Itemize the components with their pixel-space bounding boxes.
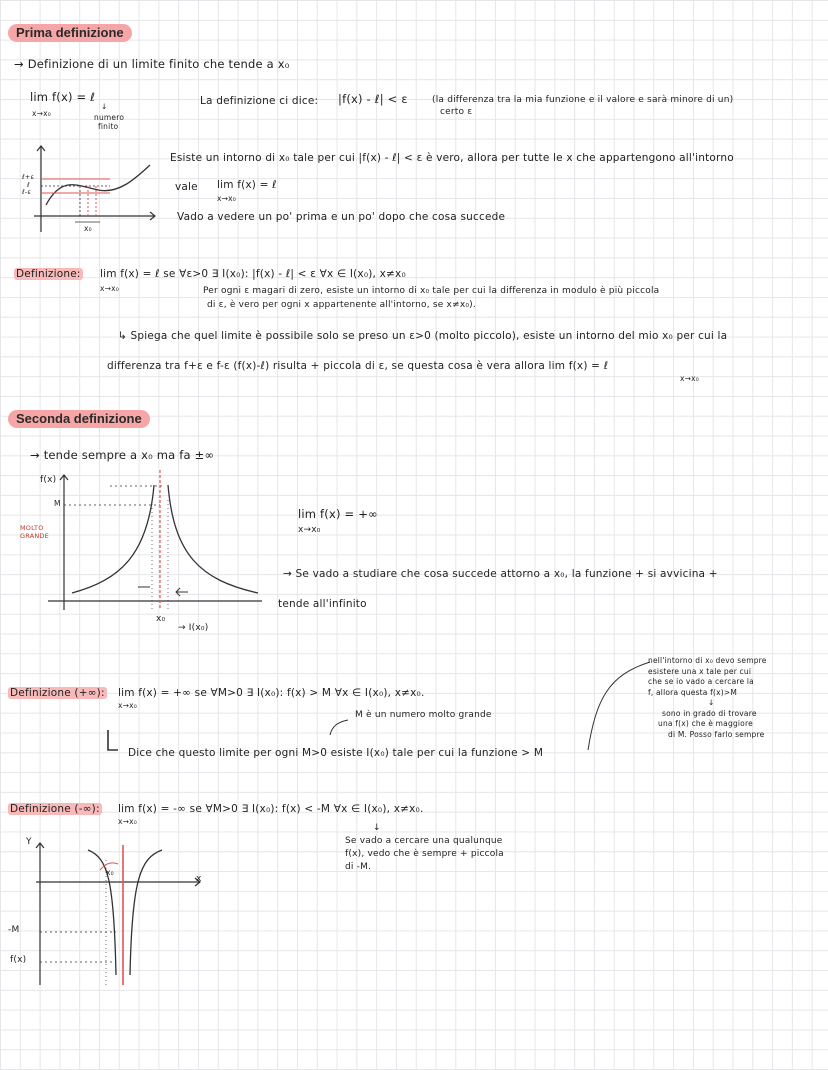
- definizione-label: Definizione:: [16, 268, 81, 280]
- side-note-line: di M. Posso farlo sempre: [668, 729, 765, 739]
- label-l-plus: ℓ+ε: [22, 173, 35, 181]
- spiega-sub: x→x₀: [680, 374, 699, 383]
- note-line2: tende all'infinito: [278, 598, 367, 610]
- definizione-sub: x→x₀: [100, 284, 119, 293]
- side-note-line: che se io vado a cercare la: [648, 677, 754, 686]
- def-minus-expr: lim f(x) = -∞ se ∀M>0 ∃ I(x₀): f(x) < -M ∀x ∈ I(x₀), x≠x₀.: [118, 803, 424, 815]
- graph3-fx: f(x): [10, 955, 27, 965]
- definizione-expr: lim f(x) = ℓ se ∀ε>0 ∃ I(x₀): |f(x) - ℓ| < ε ∀x ∈ I(x₀), x≠x₀: [100, 268, 406, 280]
- def-says-note: (la differenza tra la mia funzione e il valore e sarà minore di un): [432, 95, 734, 105]
- def-plus-label: Definizione (+∞):: [10, 687, 105, 699]
- spiega-line2: differenza tra f+ε e f-ε (f(x)-ℓ) risulta + piccola di ε, se questa cosa è vera allora lim f(x) = ℓ: [107, 360, 609, 372]
- exists-line: Esiste un intorno di x₀ tale per cui |f(x) - ℓ| < ε è vero, allora per tutte le x che appartengono all'intorno: [170, 152, 734, 164]
- m-note: M è un numero molto grande: [355, 710, 492, 720]
- vale-sub: x→x₀: [217, 194, 236, 203]
- limit-subscript: x→x₀: [32, 109, 51, 118]
- side-note-line: f, allora questa f(x)>M: [648, 687, 738, 697]
- def-minus-label: Definizione (-∞):: [10, 803, 100, 815]
- label-l: ℓ: [27, 181, 30, 189]
- minus-note-line: Se vado a cercare una qualunque: [345, 836, 503, 846]
- def-minus-sub: x→x₀: [118, 817, 137, 826]
- note-line1: → Se vado a studiare che cosa succede attorno a x₀, la funzione + si avvicina +: [283, 568, 718, 580]
- side-note-line: una f(x) che è maggiore: [658, 719, 753, 728]
- paren-line2: di ε, è vero per ogni x appartenente all'intorno, se x≠x₀).: [207, 300, 476, 310]
- def-plus-sub: x→x₀: [118, 701, 137, 710]
- def-plus-expr: lim f(x) = +∞ se ∀M>0 ∃ I(x₀): f(x) > M ∀x ∈ I(x₀), x≠x₀.: [118, 687, 425, 699]
- vado-line: Vado a vedere un po' prima e un po' dopo che cosa succede: [177, 211, 506, 223]
- lim-plus-inf: lim f(x) = +∞: [298, 507, 378, 521]
- label-x0: x₀: [84, 224, 92, 233]
- vale-expr: lim f(x) = ℓ: [217, 179, 277, 191]
- graph2-ix0: → I(x₀): [178, 623, 209, 633]
- side-note-line: esistere una x tale per cui: [648, 666, 752, 676]
- section-title-prima: Prima definizione: [8, 24, 132, 42]
- graph2-x0: x₀: [156, 614, 166, 624]
- lim-plus-inf-sub: x→x₀: [298, 525, 321, 535]
- vale-label: vale: [175, 181, 198, 193]
- graph3-y: Y: [26, 837, 32, 847]
- def-says-expr: |f(x) - ℓ| < ε: [338, 92, 408, 106]
- def-says-label: La definizione ci dice:: [200, 95, 319, 107]
- graph2-M: M: [54, 499, 61, 508]
- intro-line: → Definizione di un limite finito che tende a x₀: [14, 57, 290, 71]
- limit-expression: lim f(x) = ℓ: [30, 90, 96, 104]
- side-note-line: sono in grado di trovare: [662, 708, 757, 718]
- label-numero: numero: [94, 113, 125, 122]
- side-note-line: ↓: [708, 698, 715, 707]
- minus-note-line: ↓: [373, 823, 381, 833]
- right-branch-3: [130, 850, 162, 975]
- graph2-fx: f(x): [40, 475, 57, 485]
- paren-line1: Per ogni ε magari di zero, esiste un intorno di x₀ tale per cui la differenza in modulo è più piccola: [203, 286, 660, 296]
- minus-note-line: di -M.: [345, 862, 372, 872]
- molto-grande-label: MOLTO GRANDE: [20, 524, 49, 540]
- label-finito: finito: [98, 122, 119, 131]
- spiega-line1: ↳ Spiega che quel limite è possibile solo se preso un ε>0 (molto piccolo), esiste un intorno del mio x₀ per cui la: [118, 330, 728, 342]
- graph3-minus-m: -M: [8, 925, 20, 935]
- minus-note-line: f(x), vedo che è sempre + piccola: [345, 849, 504, 859]
- label-l-minus: ℓ-ε: [22, 188, 32, 196]
- arrow-down-icon: ↓: [101, 102, 108, 111]
- section-title-seconda: Seconda definizione: [8, 410, 150, 428]
- graph3-x0: x₀: [106, 868, 114, 877]
- graph3-x: x: [196, 874, 202, 884]
- intro-line-2: → tende sempre a x₀ ma fa ±∞: [30, 448, 215, 462]
- side-note-line: nell'intorno di x₀ devo sempre: [648, 656, 767, 665]
- def-says-note2: certo ε: [440, 107, 473, 117]
- dice-line: Dice che questo limite per ogni M>0 esiste I(x₀) tale per cui la funzione > M: [128, 747, 544, 759]
